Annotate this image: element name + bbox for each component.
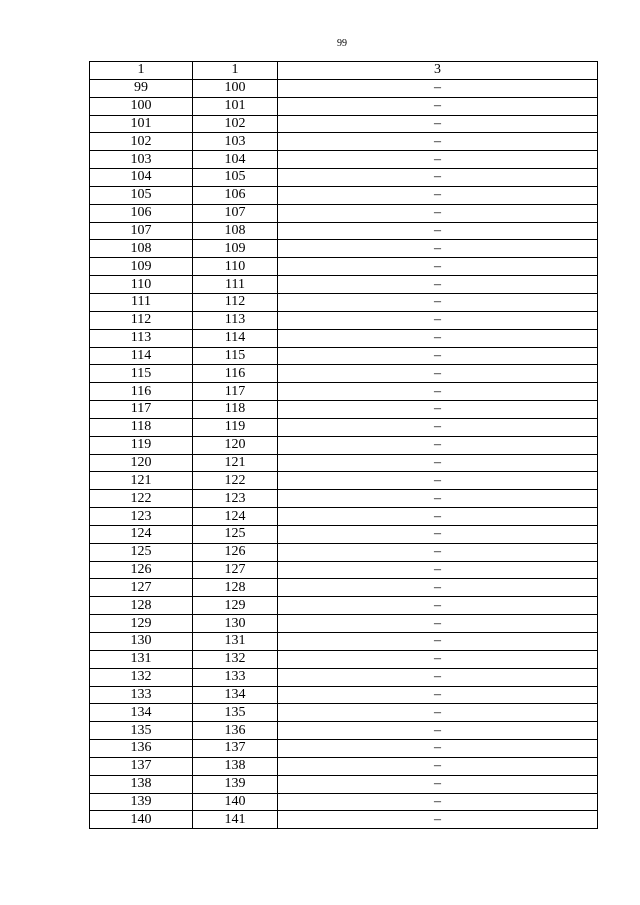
table-row [90,169,598,187]
table-cell-col2: 103 [193,133,278,151]
table-cell-col2: 105 [193,169,278,187]
table-row [90,686,598,704]
table-cell-col3: – [278,722,598,740]
table-row [90,472,598,490]
table-cell-col2: 118 [193,401,278,419]
table-cell-col1: 128 [90,597,193,615]
table-cell-col3: – [278,115,598,133]
table-cell-col3: – [278,561,598,579]
table-cell-col3: – [278,151,598,169]
table-row [90,276,598,294]
table-cell-col2: 101 [193,97,278,115]
table-cell-col3: – [278,222,598,240]
data-table [89,61,598,829]
table-cell-col3: – [278,436,598,454]
table-row [90,115,598,133]
table-cell-col3: – [278,347,598,365]
table-row [90,633,598,651]
table-cell-col2: 115 [193,347,278,365]
column-header-2: 1 [193,62,278,80]
table-cell-col3: – [278,133,598,151]
table-cell-col1: 135 [90,722,193,740]
table-cell-col3: – [278,597,598,615]
table-cell-col3: – [278,490,598,508]
table-cell-col1: 112 [90,311,193,329]
table-cell-col1: 104 [90,169,193,187]
table-cell-col1: 123 [90,508,193,526]
table-row [90,222,598,240]
table-cell-col3: – [278,793,598,811]
table-cell-col3: – [278,240,598,258]
table-cell-col1: 124 [90,525,193,543]
table-cell-col3: – [278,401,598,419]
table-cell-col1: 114 [90,347,193,365]
table-cell-col1: 134 [90,704,193,722]
table-cell-col3: – [278,686,598,704]
table-cell-col2: 106 [193,186,278,204]
table-cell-col1: 100 [90,97,193,115]
table-cell-col2: 129 [193,597,278,615]
table-header-row [90,62,598,80]
table-cell-col1: 121 [90,472,193,490]
table-cell-col1: 127 [90,579,193,597]
table-cell-col1: 110 [90,276,193,294]
table-row [90,740,598,758]
table-row [90,258,598,276]
table-cell-col2: 126 [193,543,278,561]
table-cell-col1: 102 [90,133,193,151]
table-cell-col1: 116 [90,383,193,401]
table-cell-col2: 127 [193,561,278,579]
table-cell-col1: 133 [90,686,193,704]
table-cell-col2: 112 [193,293,278,311]
table-cell-col1: 131 [90,650,193,668]
table-cell-col1: 111 [90,293,193,311]
table-cell-col2: 141 [193,811,278,829]
table-row [90,365,598,383]
table-cell-col2: 134 [193,686,278,704]
table-cell-col3: – [278,383,598,401]
column-header-3: 3 [278,62,598,80]
table-cell-col2: 136 [193,722,278,740]
table-cell-col1: 139 [90,793,193,811]
table-cell-col2: 100 [193,79,278,97]
table-cell-col3: – [278,579,598,597]
table-cell-col2: 102 [193,115,278,133]
table-cell-col1: 122 [90,490,193,508]
page-number: 99 [337,38,347,49]
table-cell-col3: – [278,258,598,276]
table-row [90,704,598,722]
table-row [90,79,598,97]
table-cell-col1: 132 [90,668,193,686]
table-cell-col3: – [278,454,598,472]
table-cell-col1: 115 [90,365,193,383]
table-cell-col2: 125 [193,525,278,543]
table-cell-col3: – [278,311,598,329]
table-row [90,311,598,329]
table-cell-col2: 123 [193,490,278,508]
table-row [90,151,598,169]
table-cell-col3: – [278,293,598,311]
table-cell-col1: 117 [90,401,193,419]
table-cell-col3: – [278,365,598,383]
table-cell-col1: 140 [90,811,193,829]
table-cell-col3: – [278,186,598,204]
table-cell-col2: 140 [193,793,278,811]
table-row [90,757,598,775]
table-cell-col1: 136 [90,740,193,758]
table-cell-col3: – [278,525,598,543]
table-cell-col1: 125 [90,543,193,561]
table-cell-col1: 109 [90,258,193,276]
table-cell-col2: 111 [193,276,278,294]
table-cell-col1: 126 [90,561,193,579]
table-cell-col3: – [278,740,598,758]
table-row [90,347,598,365]
table-cell-col2: 137 [193,740,278,758]
table-cell-col1: 137 [90,757,193,775]
table-row [90,329,598,347]
table-cell-col2: 131 [193,633,278,651]
table-cell-col1: 107 [90,222,193,240]
table-cell-col3: – [278,79,598,97]
table-row [90,579,598,597]
table-row [90,650,598,668]
table-row [90,293,598,311]
table-cell-col2: 139 [193,775,278,793]
table-cell-col2: 135 [193,704,278,722]
table-row [90,133,598,151]
table-row [90,668,598,686]
column-header-1: 1 [90,62,193,80]
table-row [90,775,598,793]
table-cell-col1: 130 [90,633,193,651]
table-cell-col2: 133 [193,668,278,686]
table-cell-col3: – [278,508,598,526]
table-cell-col2: 124 [193,508,278,526]
table-cell-col1: 118 [90,418,193,436]
table-cell-col3: – [278,811,598,829]
table-row [90,490,598,508]
table-cell-col3: – [278,169,598,187]
table-cell-col1: 138 [90,775,193,793]
table-cell-col2: 132 [193,650,278,668]
table-cell-col2: 104 [193,151,278,169]
table-cell-col3: – [278,418,598,436]
table-cell-col1: 101 [90,115,193,133]
table-cell-col2: 116 [193,365,278,383]
table-cell-col2: 122 [193,472,278,490]
table-cell-col2: 107 [193,204,278,222]
table-cell-col1: 105 [90,186,193,204]
table-cell-col2: 117 [193,383,278,401]
table-cell-col3: – [278,668,598,686]
table-cell-col2: 128 [193,579,278,597]
table-body [90,79,598,828]
table-cell-col3: – [278,329,598,347]
table-cell-col3: – [278,204,598,222]
table-cell-col1: 129 [90,615,193,633]
table-cell-col2: 138 [193,757,278,775]
table-cell-col2: 110 [193,258,278,276]
table-cell-col2: 113 [193,311,278,329]
table-cell-col1: 99 [90,79,193,97]
table-row [90,615,598,633]
table-row [90,793,598,811]
table-cell-col3: – [278,276,598,294]
table-cell-col1: 119 [90,436,193,454]
table-cell-col1: 106 [90,204,193,222]
table-cell-col3: – [278,775,598,793]
table-cell-col3: – [278,757,598,775]
table-cell-col1: 113 [90,329,193,347]
table-row [90,436,598,454]
table-row [90,186,598,204]
table-cell-col2: 114 [193,329,278,347]
table-row [90,454,598,472]
table-cell-col3: – [278,472,598,490]
table-row [90,204,598,222]
table-row [90,525,598,543]
table-cell-col3: – [278,650,598,668]
table-cell-col3: – [278,633,598,651]
table-cell-col3: – [278,97,598,115]
table-cell-col1: 103 [90,151,193,169]
table-row [90,811,598,829]
table-row [90,97,598,115]
table-row [90,508,598,526]
table-row [90,543,598,561]
table-cell-col2: 120 [193,436,278,454]
table-row [90,383,598,401]
table-row [90,597,598,615]
table-cell-col1: 120 [90,454,193,472]
table-row [90,418,598,436]
table-cell-col3: – [278,543,598,561]
table-row [90,561,598,579]
table-row [90,722,598,740]
table-row [90,240,598,258]
table-cell-col3: – [278,704,598,722]
table-row [90,401,598,419]
table-cell-col2: 121 [193,454,278,472]
table-cell-col1: 108 [90,240,193,258]
table-cell-col2: 108 [193,222,278,240]
table-cell-col2: 119 [193,418,278,436]
table-cell-col3: – [278,615,598,633]
table-cell-col2: 109 [193,240,278,258]
table-cell-col2: 130 [193,615,278,633]
